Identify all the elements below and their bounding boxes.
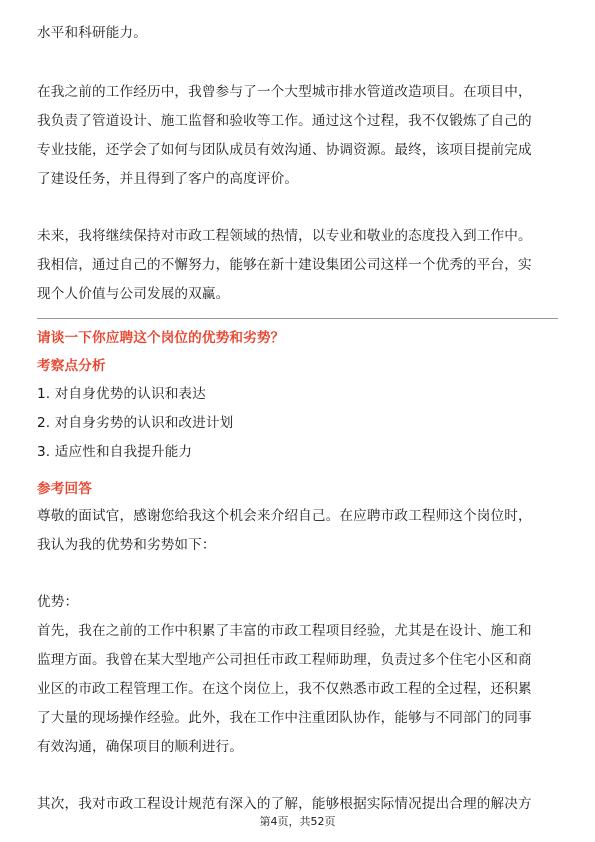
paragraph-line: 专业技能，还学会了如何与团队成员有效沟通、协调资源。最终，该项目提前完成 (37, 142, 532, 158)
paragraph-line: 了建设任务，并且得到了客户的高度评价。 (37, 171, 299, 187)
question-title: 请谈一下你应聘这个岗位的优势和劣势？ (37, 330, 285, 346)
point-item: 1. 对自身优势的认识和表达 (37, 386, 206, 402)
point-item: 3. 适应性和自我提升能力 (37, 444, 193, 460)
page-number: 第4页，共52页 (259, 815, 336, 828)
points-heading: 考察点分析 (37, 358, 106, 374)
paragraph-line: 水平和科研能力。 (37, 25, 147, 41)
paragraph-line: 我负责了管道设计、施工监督和验收等工作。通过这个过程，我不仅锻炼了自己的 (37, 113, 532, 129)
paragraph-line: 在我之前的工作经历中，我曾参与了一个大型城市排水管道改造项目。在项目中， (37, 84, 532, 100)
answer-line: 监理方面。我曾在某大型地产公司担任市政工程师助理，负责过多个住宅小区和商 (37, 652, 532, 668)
paragraph-line: 现个人价值与公司发展的双赢。 (37, 286, 230, 302)
answer-line: 有效沟通，确保项目的顺利进行。 (37, 739, 244, 755)
strengths-label: 优势： (37, 594, 79, 610)
paragraph-line: 未来，我将继续保持对市政工程领域的热情，以专业和敬业的态度投入到工作中。 (37, 228, 532, 244)
paragraph-line: 我相信，通过自己的不懈努力，能够在新十建设集团公司这样一个优秀的平台，实 (37, 257, 532, 273)
answer-line: 其次，我对市政工程设计规范有深入的了解，能够根据实际情况提出合理的解决方 (37, 796, 532, 812)
answer-heading: 参考回答 (37, 481, 92, 497)
answer-line: 我认为我的优势和劣势如下： (37, 537, 216, 553)
answer-line: 尊敬的面试官，感谢您给我这个机会来介绍自己。在应聘市政工程师这个岗位时， (37, 508, 532, 524)
answer-line: 了大量的现场操作经验。此外，我在工作中注重团队协作，能够与不同部门的同事 (37, 710, 532, 726)
answer-line: 首先，我在之前的工作中积累了丰富的市政工程项目经验，尤其是在设计、施工和 (37, 623, 532, 639)
section-divider (37, 318, 558, 319)
answer-line: 业区的市政工程管理工作。在这个岗位上，我不仅熟悉市政工程的全过程，还积累 (37, 681, 532, 697)
point-item: 2. 对自身劣势的认识和改进计划 (37, 415, 234, 431)
